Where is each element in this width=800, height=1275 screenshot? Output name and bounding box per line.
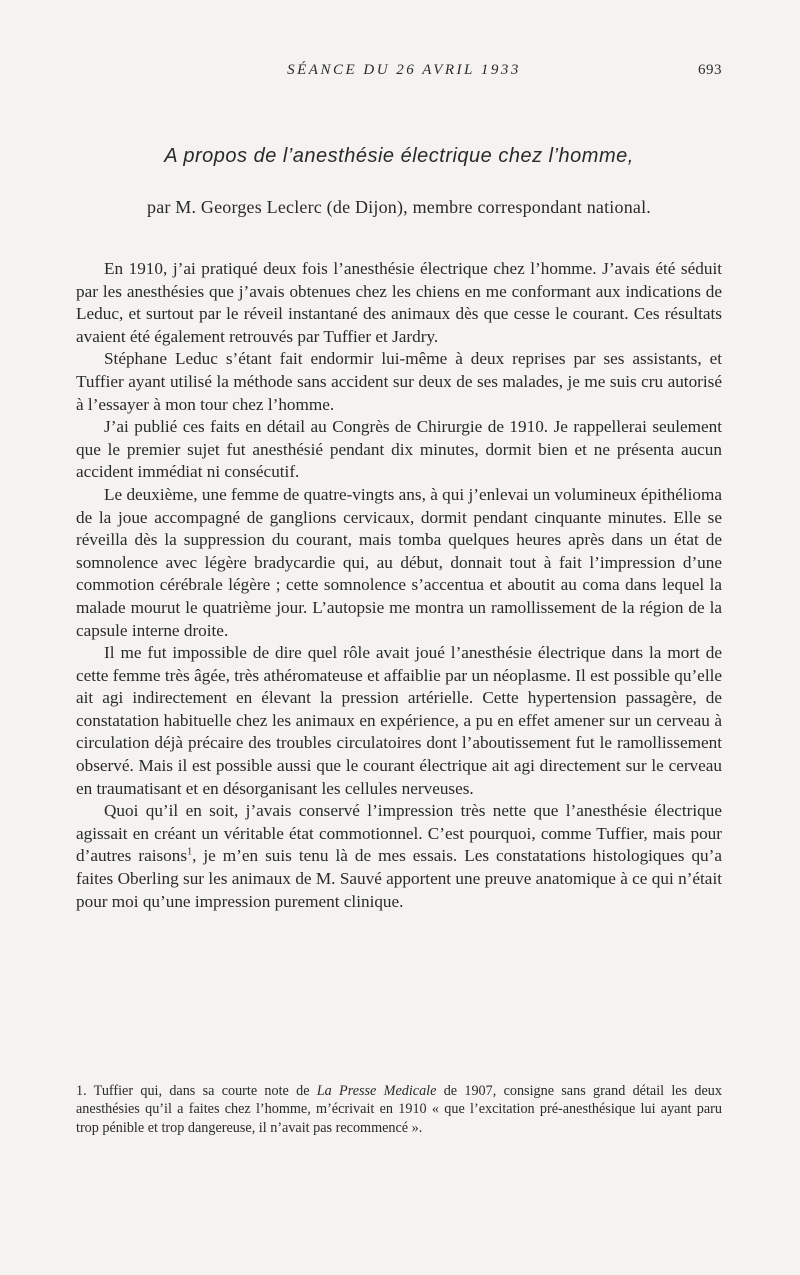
footnote-number: 1.: [76, 1083, 87, 1099]
footnote-text: Tuffier qui, dans sa courte note de: [86, 1083, 317, 1099]
footnote-text: de 1907, consigne sans grand détail les deux anesthésies qu’il a faites chez l’homme, m’écrivait en 1910 « que l’excitation pré-anesthésique lui ayant paru trop pénible et trop dangereuse, il n’avait pas recommencé ».: [76, 1083, 722, 1136]
paragraph: En 1910, j’ai pratiqué deux fois l’anesthésie électrique chez l’homme. J’avais été séduit par les anesthésies que j’avais obtenues chez les chiens en me conformant aux indications de Leduc, et surtout par le réveil instantané des animaux dès que cesse le courant. Ces résultats avaient été également retrouvés par Tuffier et Jardry.: [76, 259, 722, 346]
article-title: A propos de l’anesthésie électrique chez l’homme,: [164, 145, 634, 167]
paragraph: J’ai publié ces faits en détail au Congrès de Chirurgie de 1910. Je rappellerai seulement que le premier sujet fut anesthésié pendant dix minutes, dormit bien et ne présenta aucun accident immédiat ni consécutif.: [76, 417, 722, 482]
paragraph-with-note-reference: [76, 800, 722, 913]
article-body: [76, 258, 722, 913]
running-title: SÉANCE DU 26 AVRIL 1933: [287, 62, 521, 78]
footnote-reference: 1: [187, 846, 193, 858]
paragraph: Le deuxième, une femme de quatre-vingts ans, à qui j’enlevai un volumineux épithélioma de la joue accompagné de ganglions cervicaux, dormit pendant cinquante minutes. Elle se réveilla dès la suppression du courant, mais tomba quelques heures après dans un état de somnolence avec légère bradycardie qui, au début, donnait tout à fait l’impression d’une commotion cérébrale légère ; cette somnolence s’accentua et aboutit au coma dans lequel la malade mourut le quatrième jour. L’autopsie me montra un ramollissement de la région de la capsule interne droite.: [76, 484, 722, 640]
page-number: 693: [698, 62, 722, 78]
author-byline: par M. Georges Leclerc (de Dijon), membre correspondant national.: [147, 197, 651, 217]
journal-title: La Presse Medicale: [316, 1083, 437, 1099]
paragraph-text: Quoi qu’il en soit, j’avais conservé l’impression très nette que l’anesthésie électrique agissait en créant un véritable état commotionnel. C’est pourquoi, comme Tuffier, mais pour d’autres raisons: [76, 801, 722, 866]
running-header: [76, 62, 722, 84]
footnote: [76, 1082, 722, 1137]
paragraph: Stéphane Leduc s’étant fait endormir lui-même à deux reprises par ses assistants, et Tuffier ayant utilisé la méthode sans accident sur deux de ses malades, je me suis cru autorisé à l’essayer à mon tour chez l’homme.: [76, 349, 722, 414]
footnotes: [76, 1082, 722, 1137]
paragraph-text: , je m’en suis tenu là de mes essais. Les constatations histologiques qu’a faites Oberling sur les animaux de M. Sauvé apportent une preuve anatomique à ce qui n’était pour moi qu’une impression purement clinique.: [76, 846, 722, 911]
paragraph: Il me fut impossible de dire quel rôle avait joué l’anesthésie électrique dans la mort de cette femme très âgée, très athéromateuse et affaiblie par un néoplasme. Il est possible qu’elle ait agi indirectement en élevant la pression artérielle. Cette hypertension passagère, de constatation habituelle chez les animaux en expérience, a pu en effet amener sur un cerveau à circulation déjà précaire des troubles circulatoires dont l’aboutissement fut le ramollissement observé. Mais il est possible aussi que le courant électrique ait agi directement sur le cerveau en traumatisant et en désorganisant les cellules nerveuses.: [76, 643, 722, 798]
